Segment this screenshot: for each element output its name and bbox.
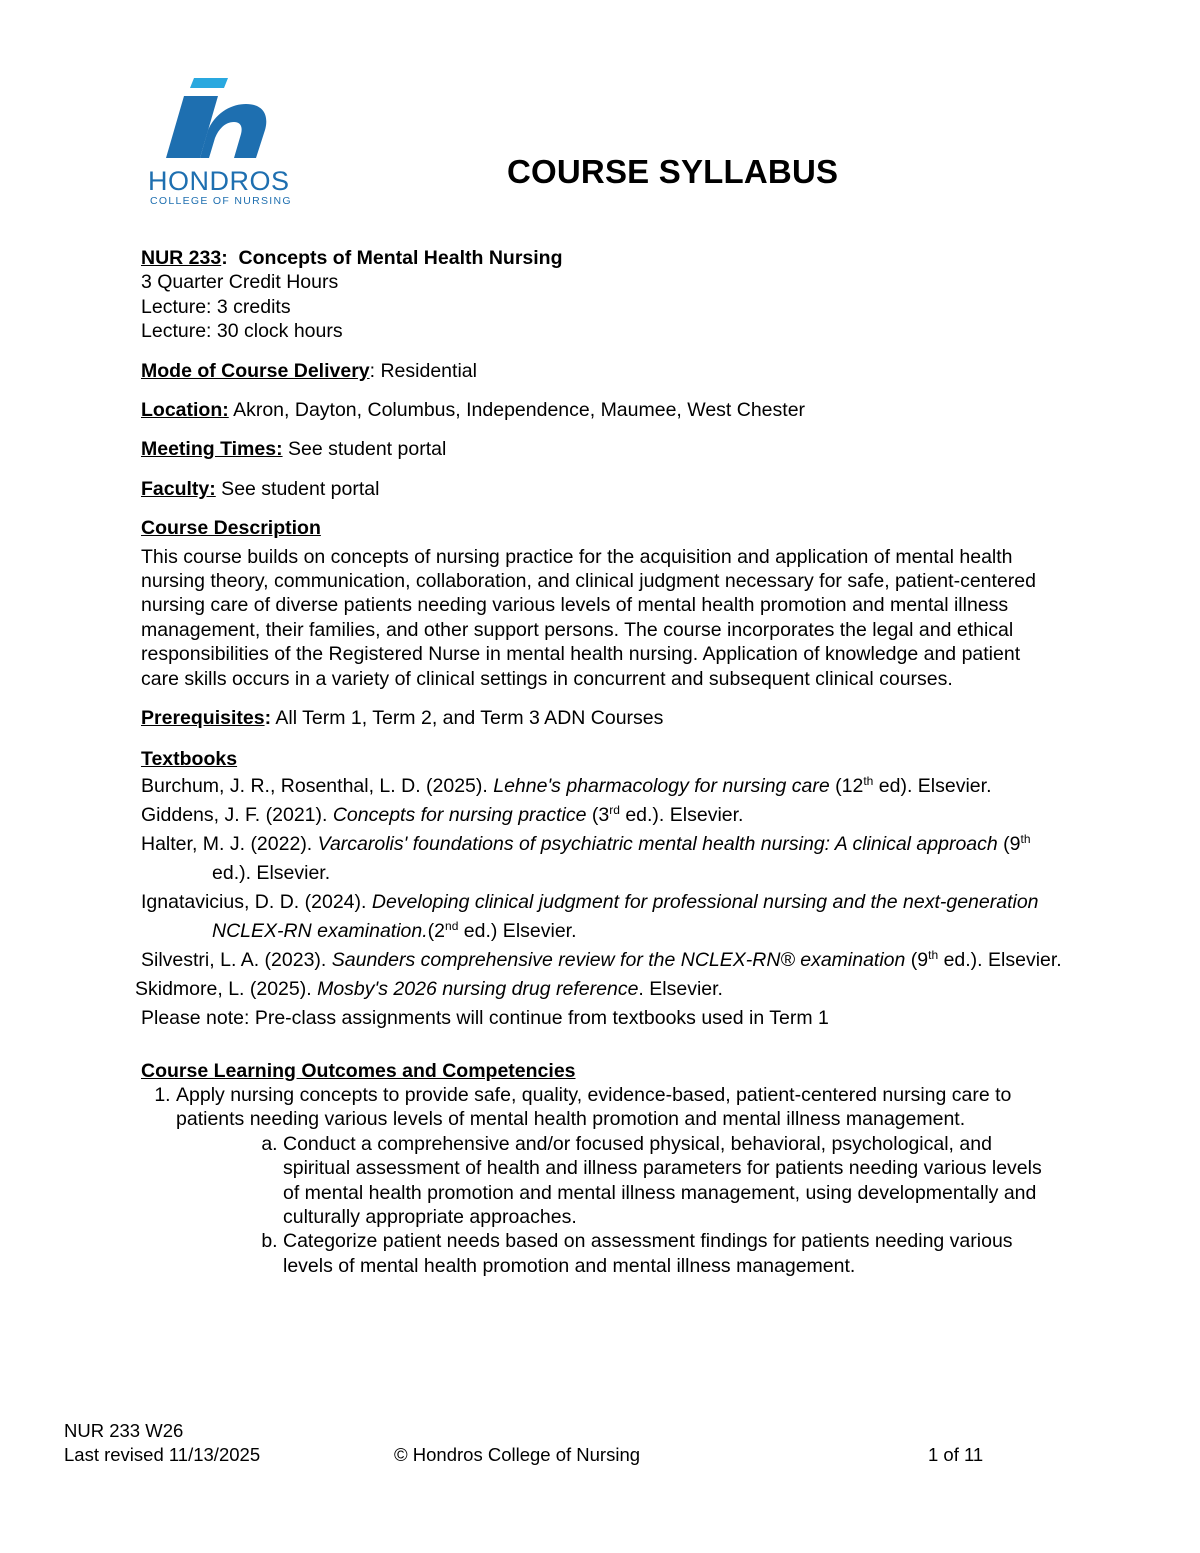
outcome-item <box>176 1083 1081 1278</box>
location-value: Akron, Dayton, Columbus, Independence, Maumee, West Chester <box>228 399 806 422</box>
textbook-item <box>141 888 1112 946</box>
delivery-mode-value: : Residential <box>369 359 477 382</box>
textbook-edition-sup: rd <box>609 802 620 817</box>
textbook-item <box>135 975 1101 1004</box>
location-label: Location: <box>141 399 229 422</box>
textbook-title: Mosby's 2026 nursing drug reference <box>317 977 639 1000</box>
competency-list <box>176 1132 1053 1278</box>
footer-doc-code: NUR 233 W26 <box>64 1420 184 1441</box>
lecture-hours: Lecture: 30 clock hours <box>141 320 343 343</box>
meeting-times-value: See student portal <box>282 438 447 461</box>
faculty <box>141 477 1101 501</box>
prerequisites-colon: : <box>264 707 272 730</box>
course-description-text: This course builds on concepts of nursing practice for the acquisition and application of mental health nursing theory, communication, collaboration, and clinical judgment necessary for safe, patient-centered nursing care of diverse patients needing various levels of mental health promotion and mental illness management, their families, and other support persons. The course incorporates the legal and ethical responsibilities of the Registered Nurse in mental health nursing. Application of knowledge and patient care skills occurs in a variety of clinical settings in concurrent and subsequent clinical courses. <box>141 545 1036 690</box>
course-code: NUR 233 <box>141 247 222 269</box>
textbook-publisher: ed.). Elsevier. <box>938 948 1062 971</box>
textbook-author: Ignatavicius, D. D. (2024). <box>141 890 372 913</box>
meeting-times-label: Meeting Times: <box>141 438 283 461</box>
textbook-edition: (3 <box>586 803 610 826</box>
textbook-edition-sup: th <box>928 947 939 962</box>
page-title: COURSE SYLLABUS <box>507 153 839 190</box>
prerequisites-label: Prerequisites <box>141 707 265 730</box>
course-heading <box>141 246 1101 270</box>
textbook-publisher: . Elsevier. <box>638 977 723 1000</box>
textbook-edition: (9 <box>997 832 1021 855</box>
syllabus-body <box>135 246 1101 1278</box>
textbook-author: Skidmore, L. (2025). <box>135 977 318 1000</box>
credit-hours: 3 Quarter Credit Hours <box>141 271 339 294</box>
faculty-value: See student portal <box>215 477 380 500</box>
meeting-times <box>141 437 1101 461</box>
logo-subtitle: COLLEGE OF NURSING <box>150 195 292 207</box>
delivery-mode-label: Mode of Course Delivery <box>141 359 370 382</box>
lecture-credits: Lecture: 3 credits <box>141 295 291 318</box>
textbook-title: Saunders comprehensive review for the NCLEX-RN® examination <box>331 948 906 971</box>
hondros-logo <box>148 74 308 214</box>
textbooks-heading: Textbooks <box>141 747 238 770</box>
prerequisites-value: All Term 1, Term 2, and Term 3 ADN Courses <box>271 707 664 730</box>
location <box>141 398 1101 422</box>
prerequisites <box>141 706 1101 730</box>
footer-page-number: 1 of 11 <box>928 1444 984 1465</box>
outcomes-heading: Course Learning Outcomes and Competencies <box>141 1059 576 1082</box>
textbooks-note: Please note: Pre-class assignments will continue from textbooks used in Term 1 <box>141 1006 829 1029</box>
footer-revised: Last revised 11/13/2025 <box>64 1444 261 1465</box>
hondros-h-logo-icon <box>148 74 308 166</box>
textbook-edition: (2 <box>427 919 446 942</box>
textbook-author: Silvestri, L. A. (2023). <box>141 948 332 971</box>
textbook-edition-sup: th <box>1020 831 1031 846</box>
textbook-item <box>141 830 1072 888</box>
footer-copyright: © Hondros College of Nursing <box>394 1444 641 1465</box>
textbook-edition-sup: th <box>863 773 874 788</box>
textbook-author: Burchum, J. R., Rosenthal, L. D. (2025). <box>141 774 494 797</box>
textbook-edition-sup: nd <box>445 918 459 933</box>
textbook-item <box>141 946 1102 975</box>
textbook-author: Halter, M. J. (2022). <box>141 832 318 855</box>
textbook-title: Varcarolis' foundations of psychiatric mental health nursing: A clinical approach <box>317 832 998 855</box>
course-name: Concepts of Mental Health Nursing <box>238 247 563 269</box>
textbook-item <box>141 772 1101 801</box>
textbook-item <box>141 801 1101 830</box>
outcome-text: Apply nursing concepts to provide safe, quality, evidence-based, patient-centered nursing care to patients needing various levels of mental health promotion and mental illness management. <box>176 1083 1012 1131</box>
faculty-label: Faculty: <box>141 477 216 500</box>
course-description-heading: Course Description <box>141 517 321 540</box>
textbook-edition: (12 <box>829 774 864 797</box>
outcomes-list <box>141 1083 1081 1278</box>
competency-item: b. Categorize patient needs based on assessment findings for patients needing various levels of mental health promotion and mental illness management. <box>283 1229 1053 1278</box>
textbook-publisher: ed.) Elsevier. <box>458 919 577 942</box>
textbook-title: Developing clinical judgment for professional nursing and the next-generation NCLEX-RN examination. <box>212 890 1039 942</box>
textbook-title: Concepts for nursing practice <box>332 803 587 826</box>
textbook-author: Giddens, J. F. (2021). <box>141 803 333 826</box>
textbook-publisher: ed.). Elsevier. <box>619 803 744 826</box>
course-code-sep: : <box>221 247 228 269</box>
textbook-title: Lehne's pharmacology for nursing care <box>493 774 830 797</box>
textbook-publisher: ed). Elsevier. <box>873 774 992 797</box>
textbook-edition: (9 <box>905 948 929 971</box>
delivery-mode <box>141 359 1101 383</box>
textbook-publisher: ed.). Elsevier. <box>212 861 331 884</box>
logo-wordmark: HONDROS <box>148 166 290 196</box>
page-footer <box>64 1419 1064 1467</box>
competency-item: a. Conduct a comprehensive and/or focused physical, behavioral, psychological, and spiritual assessment of health and illness parameters for patients needing various levels of mental health promotion and mental illness management, using developmentally and culturally appropriate approaches. <box>283 1132 1053 1230</box>
